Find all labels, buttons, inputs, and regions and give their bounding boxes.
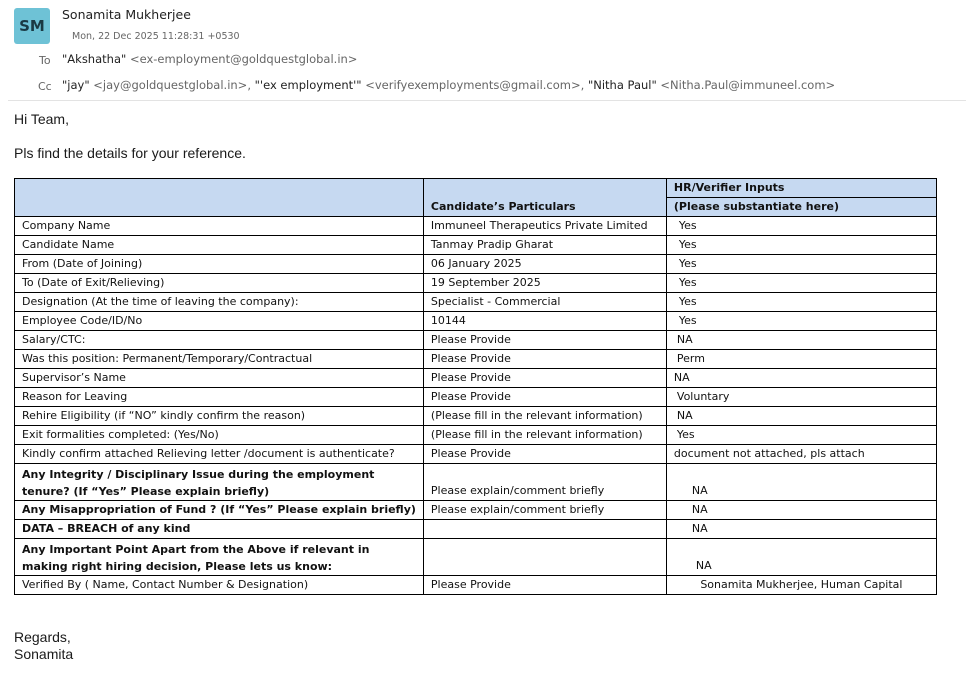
row-label: Kindly confirm attached Relieving letter /document is authenticate? [15,445,424,464]
to-recipient-email[interactable]: <ex-employment@goldquestglobal.in> [129,52,358,66]
row-candidate-value: Please Provide [423,369,666,388]
row-candidate-value: Please Provide [423,576,666,595]
row-verifier-value: Yes [666,217,936,236]
table-row [15,426,937,445]
row-label: Candidate Name [15,236,424,255]
cc-recipient-email[interactable]: <Nitha.Paul@immuneel.com> [660,78,836,92]
row-candidate-value: (Please fill in the relevant information) [423,407,666,426]
row-candidate-value: 19 September 2025 [423,274,666,293]
table-row [15,312,937,331]
cc-recipient-name[interactable]: "'ex employment'" [254,78,362,92]
row-label: Was this position: Permanent/Temporary/Contractual [15,350,424,369]
row-label: Any Integrity / Disciplinary Issue during the employment tenure? (If “Yes” Please explain briefly) [15,464,424,501]
details-table [14,178,937,595]
row-verifier-value: Yes [666,426,936,445]
greeting: Hi Team, [14,111,69,127]
row-verifier-value: Yes [666,255,936,274]
table-row [15,520,937,539]
table-row [15,236,937,255]
table-row [15,407,937,426]
row-label: DATA – BREACH of any kind [15,520,424,539]
row-candidate-value [423,520,666,539]
row-label: Rehire Eligibility (if “NO” kindly confirm the reason) [15,407,424,426]
table-row [15,369,937,388]
table-row [15,274,937,293]
row-candidate-value: 06 January 2025 [423,255,666,274]
email-date: Mon, 22 Dec 2025 11:28:31 +0530 [72,31,240,42]
row-verifier-value: Yes [666,312,936,331]
row-candidate-value: Please Provide [423,445,666,464]
row-verifier-value: NA [666,501,936,520]
row-label: From (Date of Joining) [15,255,424,274]
avatar: SM [14,8,50,44]
table-row [15,255,937,274]
row-verifier-value: Voluntary [666,388,936,407]
table-row [15,350,937,369]
cc-recipient-email[interactable]: <jay@goldquestglobal.in>, [93,78,251,92]
header-substantiate: (Please substantiate here) [666,198,936,217]
row-verifier-value: NA [666,331,936,350]
table-row [15,576,937,595]
to-recipient-name[interactable]: "Akshatha" [62,52,127,66]
row-verifier-value: NA [666,369,936,388]
header-divider [8,100,966,101]
table-row [15,501,937,520]
row-candidate-value: Please Provide [423,331,666,350]
row-candidate-value: (Please fill in the relevant information) [423,426,666,445]
sender-name[interactable]: Sonamita Mukherjee [62,7,191,22]
row-verifier-value: NA [666,539,936,576]
row-label: Employee Code/ID/No [15,312,424,331]
cc-recipient-name[interactable]: "jay" [62,78,90,92]
row-label: Supervisor’s Name [15,369,424,388]
row-candidate-value [423,539,666,576]
cc-label: Cc [38,80,52,93]
row-verifier-value: document not attached, pls attach [666,445,936,464]
closing: Regards, [14,629,71,645]
cc-recipient-name[interactable]: "Nitha Paul" [587,78,657,92]
row-label: Any Misappropriation of Fund ? (If “Yes” Please explain briefly) [15,501,424,520]
row-verifier-value: NA [666,407,936,426]
table-row [15,217,937,236]
row-candidate-value: Please Provide [423,388,666,407]
table-row [15,331,937,350]
row-label: To (Date of Exit/Relieving) [15,274,424,293]
row-candidate-value: Tanmay Pradip Gharat [423,236,666,255]
table-header-row [15,179,937,198]
row-label: Exit formalities completed: (Yes/No) [15,426,424,445]
row-verifier-value: Sonamita Mukherjee, Human Capital [666,576,936,595]
row-label: Designation (At the time of leaving the company): [15,293,424,312]
cc-recipient-email[interactable]: <verifyexemployments@gmail.com>, [365,78,585,92]
signature: Sonamita [14,646,74,662]
to-label: To [39,54,51,67]
row-candidate-value: 10144 [423,312,666,331]
row-label: Salary/CTC: [15,331,424,350]
row-verifier-value: Yes [666,274,936,293]
row-candidate-value: Specialist - Commercial [423,293,666,312]
header-candidate-particulars: Candidate’s Particulars [423,179,666,217]
intro-text: Pls find the details for your reference. [14,145,246,161]
cc-recipients[interactable] [62,78,835,92]
table-row [15,293,937,312]
to-recipients[interactable] [62,52,357,66]
table-row [15,464,937,501]
row-candidate-value: Please explain/comment briefly [423,501,666,520]
row-verifier-value: NA [666,520,936,539]
row-verifier-value: Perm [666,350,936,369]
table-row [15,388,937,407]
row-candidate-value: Please explain/comment briefly [423,464,666,501]
row-label: Any Important Point Apart from the Above if relevant in making right hiring decision, Please lets us know: [15,539,424,576]
row-candidate-value: Please Provide [423,350,666,369]
row-label: Company Name [15,217,424,236]
table-row [15,445,937,464]
row-verifier-value: Yes [666,293,936,312]
row-verifier-value: Yes [666,236,936,255]
header-cell-blank [15,179,424,217]
row-candidate-value: Immuneel Therapeutics Private Limited [423,217,666,236]
row-label: Reason for Leaving [15,388,424,407]
row-verifier-value: NA [666,464,936,501]
header-verifier-inputs: HR/Verifier Inputs [666,179,936,198]
row-label: Verified By ( Name, Contact Number & Designation) [15,576,424,595]
table-row [15,539,937,576]
